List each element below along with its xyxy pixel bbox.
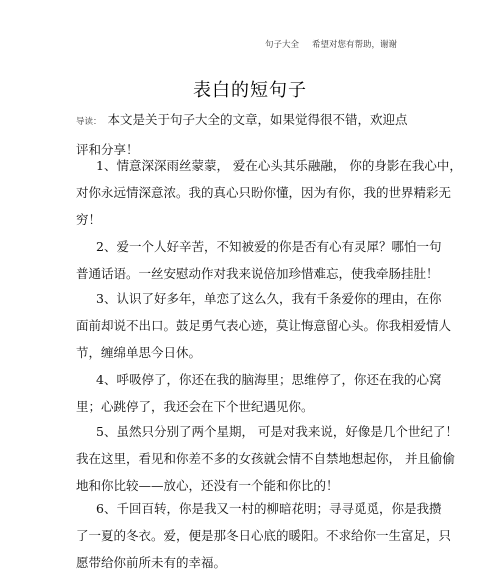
paragraph-line: 1、情意深深雨丝蒙蒙， 爱在心头其乐融融， 你的身影在我心中， <box>96 158 462 173</box>
paragraph-line: 了一夏的冬衣。爱，便是那冬日心底的暖阳。不求给你一生富足，只 <box>76 528 452 543</box>
intro-line-2: 评和分享！ <box>76 142 139 157</box>
paragraph-line: 3、认识了好多年，单恋了这么久，我有千条爱你的理由，在你 <box>96 291 442 306</box>
paragraph-line: 愿带给你前所未有的幸福。 <box>76 555 227 570</box>
paragraph-2 <box>76 233 442 287</box>
page-header <box>0 38 500 54</box>
paragraph-line: 对你永远情深意浓。我的真心只盼你懂，因为有你，我的世界精彩无 <box>76 185 452 200</box>
header-right-text: 希望对您有帮助，谢谢 <box>312 40 398 50</box>
paragraph-line: 穷！ <box>76 212 102 227</box>
paragraph-line: 4、呼吸停了，你还在我的脑海里；思维停了，你还在我的心窝 <box>96 372 442 387</box>
paragraph-line: 里；心跳停了，我还会在下个世纪遇见你。 <box>76 399 314 414</box>
paragraph-line: 节，缠绵单思今日休。 <box>76 345 202 360</box>
paragraph-5 <box>76 418 458 499</box>
header-left-text: 句子大全 <box>265 40 300 50</box>
paragraph-line: 我在这里，看见和你差不多的女孩就会情不自禁地想起你， 并且偷偷 <box>76 451 455 466</box>
paragraph-line: 地和你比较——放心，还没有一个能和你比的！ <box>76 478 339 493</box>
paragraph-line: 普通话语。一丝安慰动作对我来说倍加珍惜难忘，使我牵肠挂肚！ <box>76 266 439 281</box>
paragraph-line: 6、千回百转，你是我又一村的柳暗花明；寻寻觅觅，你是我攒 <box>96 501 442 516</box>
document-title: 表白的短句子 <box>193 80 307 101</box>
paragraph-line: 2、爱一个人好辛苦，不知被爱的你是否有心有灵犀？哪怕一句 <box>96 239 442 254</box>
paragraph-line: 5、虽然只分别了两个星期， 可是对我来说，好像是几个世纪了！ <box>96 424 458 439</box>
paragraph-3 <box>76 285 452 366</box>
paragraph-6 <box>76 495 452 576</box>
paragraph-line: 面前却说不出口。鼓足勇气表心迹，莫让悔意留心头。你我相爱情人 <box>76 318 452 333</box>
paragraph-4 <box>76 366 442 420</box>
intro-tag: 导读： <box>76 117 102 127</box>
intro-line-1: 本文是关于句子大全的文章，如果觉得很不错，欢迎点 <box>107 112 408 127</box>
paragraph-1 <box>76 152 462 233</box>
